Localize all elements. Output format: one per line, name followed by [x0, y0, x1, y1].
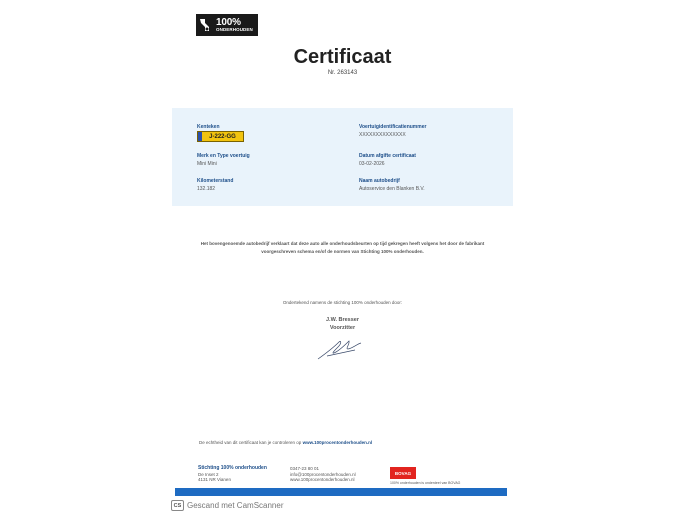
scanner-text: Gescand met CamScanner — [187, 501, 284, 510]
footer-email[interactable]: info@100procentonderhouden.nl — [290, 471, 356, 477]
km-label: Kilometerstand — [197, 178, 234, 184]
statement-line-2: voorgeschreven schema en/of de normen van Stichting 100% onderhouden. — [261, 249, 424, 254]
verify-link[interactable]: www.100procentonderhouden.nl — [302, 440, 373, 445]
statement — [172, 240, 513, 256]
vin-value: XXXXXXXXXXXXXX — [359, 132, 406, 138]
datum-value: 03-02-2026 — [359, 161, 385, 167]
footer-org-name: Stichting 100% onderhouden — [198, 465, 267, 471]
km-value: 132.182 — [197, 186, 216, 192]
footer-bar — [175, 488, 507, 496]
verify-text: De echtheid van dit certificaat kan je controleren op — [199, 440, 302, 445]
license-plate-number: J-222-GG — [209, 133, 236, 140]
footer-address-line-1: De Inset 2 — [198, 471, 219, 477]
license-plate — [197, 131, 244, 142]
signature — [315, 334, 365, 362]
datum-label: Datum afgifte certificaat — [359, 153, 416, 159]
camscanner-icon: CS — [171, 500, 184, 511]
bedrijf-value: Autoservice den Blanken B.V. — [359, 186, 425, 192]
footer-address — [198, 466, 267, 483]
signer-block — [0, 316, 685, 332]
footer-phone: 0347-23 80 01 — [290, 466, 320, 471]
vin-label: Voertuigidentificatienummer — [359, 124, 427, 130]
logo — [196, 14, 258, 36]
signer-name: J.W. Bresser — [325, 317, 360, 323]
certificate-number: Nr. 263143 — [327, 70, 358, 76]
kenteken-label: Kenteken — [197, 124, 220, 130]
bovag-text: 100% onderhouden is onderdeel van BOVAG — [390, 481, 461, 485]
bedrijf-label: Naam autobedrijf — [359, 178, 400, 184]
signer-role: Voorzitter — [329, 325, 356, 331]
footer-contact — [290, 466, 356, 483]
merk-label: Merk en Type voertuig — [197, 153, 250, 159]
verify-notice — [199, 440, 372, 445]
footer-website[interactable]: www.100procentonderhouden.nl — [290, 477, 355, 482]
footer-address-line-2: 4131 NR Vianen — [198, 477, 231, 482]
logo-text: 100% — [216, 16, 241, 28]
bovag-logo: BOVAG — [390, 467, 416, 479]
scanner-watermark — [171, 500, 284, 511]
page-title: Certificaat — [293, 46, 392, 68]
wrench-icon — [196, 14, 214, 36]
logo-subtext: ONDERHOUDEN — [216, 26, 253, 32]
signed-text: Ondertekend namens de stichting 100% onderhouden door: — [282, 300, 403, 305]
merk-value: Mini Mini — [197, 161, 217, 167]
statement-line-1: Het bovengenoemde autobedrijf verklaart dat deze auto alle onderhoudsbeurten op tijd gekregen heeft volgens het door de fabrikant — [200, 241, 485, 246]
